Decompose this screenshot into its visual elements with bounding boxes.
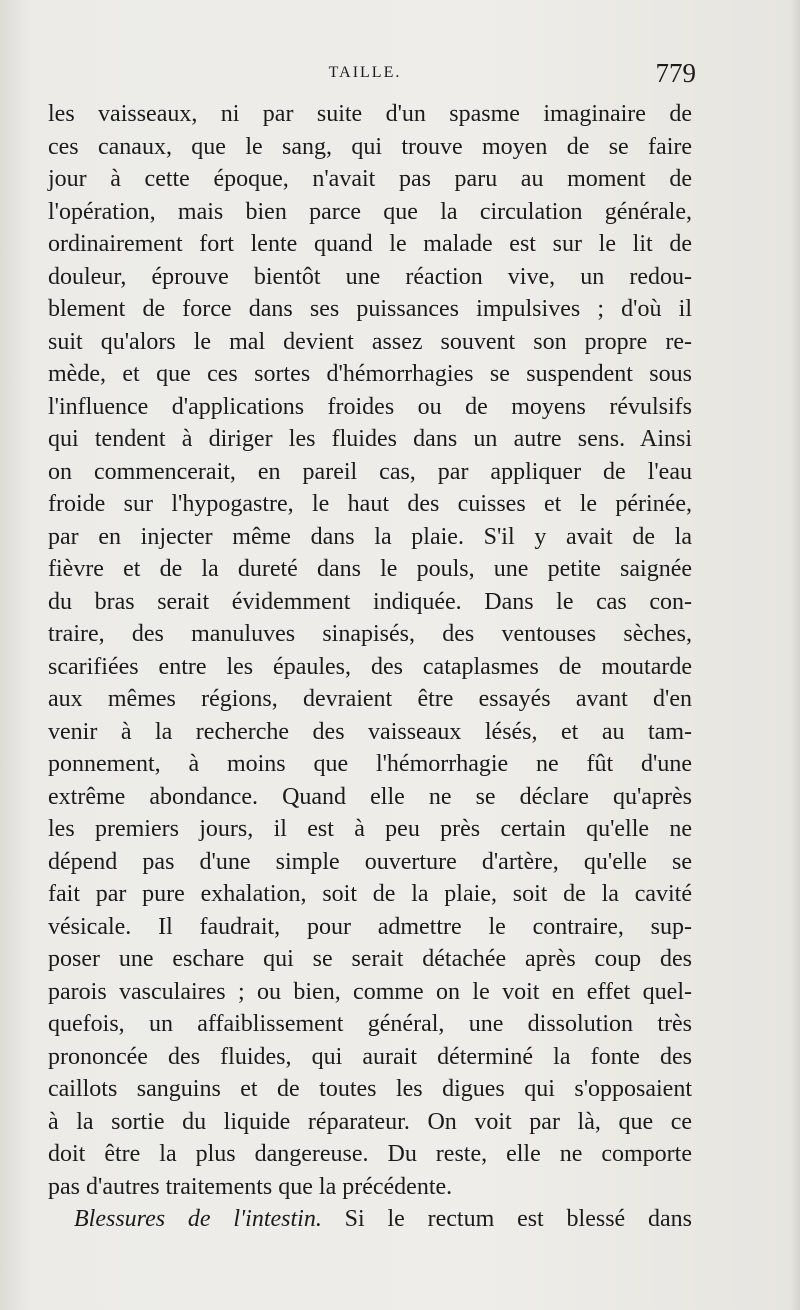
text-line: dépend pas d'une simple ouverture d'artère, qu'elle se bbox=[48, 848, 692, 875]
running-title: TAILLE. bbox=[328, 64, 402, 81]
text-line: froide sur l'hypogastre, le haut des cuisses et le périnée, bbox=[48, 491, 692, 517]
text-line: à la sortie du liquide réparateur. On voit par là, que ce bbox=[48, 1108, 692, 1135]
text-line: traire, des manuluves sinapisés, des ventouses sèches, bbox=[48, 621, 692, 647]
text-line: mède, et que ces sortes d'hémorrhagies se suspendent sous bbox=[48, 361, 692, 387]
text-line: caillots sanguins et de toutes les digues qui s'opposaient bbox=[48, 1076, 692, 1102]
text-line: prononcée des fluides, qui aurait déterminé la fonte des bbox=[48, 1043, 692, 1070]
text-line: qui tendent à diriger les fluides dans un autre sens. Ainsi bbox=[48, 426, 692, 452]
section-text: Si le rectum est blessé dans bbox=[321, 1206, 692, 1232]
text-line: parois vasculaires ; ou bien, comme on le voit en effet quel- bbox=[48, 978, 692, 1005]
page-number: 779 bbox=[655, 58, 696, 88]
text-line: doit être la plus dangereuse. Du reste, elle ne comporte bbox=[48, 1141, 692, 1167]
text-line: ces canaux, que le sang, qui trouve moyen de se faire bbox=[48, 133, 692, 160]
text-line: poser une eschare qui se serait détachée après coup des bbox=[48, 946, 692, 972]
text-line: on commencerait, en pareil cas, par appliquer de l'eau bbox=[48, 458, 692, 485]
text-line: suit qu'alors le mal devient assez souvent son propre re- bbox=[48, 328, 692, 355]
text-line: du bras serait évidemment indiquée. Dans le cas con- bbox=[48, 588, 692, 615]
text-line: vésicale. Il faudrait, pour admettre le contraire, sup- bbox=[48, 913, 692, 940]
section-start-line bbox=[48, 1203, 692, 1236]
text-line: par en injecter même dans la plaie. S'il y avait de la bbox=[48, 523, 692, 550]
text-line: l'opération, mais bien parce que la circulation générale, bbox=[48, 198, 692, 225]
text-line: les premiers jours, il est à peu près certain qu'elle ne bbox=[48, 816, 692, 842]
body-text bbox=[48, 98, 692, 1236]
text-line: douleur, éprouve bientôt une réaction vive, un redou- bbox=[48, 263, 692, 290]
text-line: venir à la recherche des vaisseaux lésés, et au tam- bbox=[48, 718, 692, 745]
text-line: jour à cette époque, n'avait pas paru au moment de bbox=[48, 166, 692, 192]
running-head bbox=[0, 58, 800, 94]
text-line: ponnement, à moins que l'hémorrhagie ne fût d'une bbox=[48, 751, 692, 777]
text-line: aux mêmes régions, devraient être essayés avant d'en bbox=[48, 686, 692, 712]
text-line: blement de force dans ses puissances impulsives ; d'où il bbox=[48, 296, 692, 322]
text-line: fait par pure exhalation, soit de la plaie, soit de la cavité bbox=[48, 881, 692, 907]
section-heading-italic: Blessures de l'intestin. bbox=[74, 1206, 322, 1232]
text-line: extrême abondance. Quand elle ne se déclare qu'après bbox=[48, 783, 692, 810]
text-line: quefois, un affaiblissement général, une dissolution très bbox=[48, 1011, 692, 1037]
text-line: fièvre et de la dureté dans le pouls, une petite saignée bbox=[48, 556, 692, 582]
text-line: scarifiées entre les épaules, des cataplasmes de moutarde bbox=[48, 653, 692, 680]
text-line: ordinairement fort lente quand le malade est sur le lit de bbox=[48, 231, 692, 257]
text-line: l'influence d'applications froides ou de moyens révulsifs bbox=[48, 393, 692, 420]
text-line: les vaisseaux, ni par suite d'un spasme imaginaire de bbox=[48, 101, 692, 127]
paragraph-end-line: pas d'autres traitements que la précédente. bbox=[48, 1173, 453, 1200]
